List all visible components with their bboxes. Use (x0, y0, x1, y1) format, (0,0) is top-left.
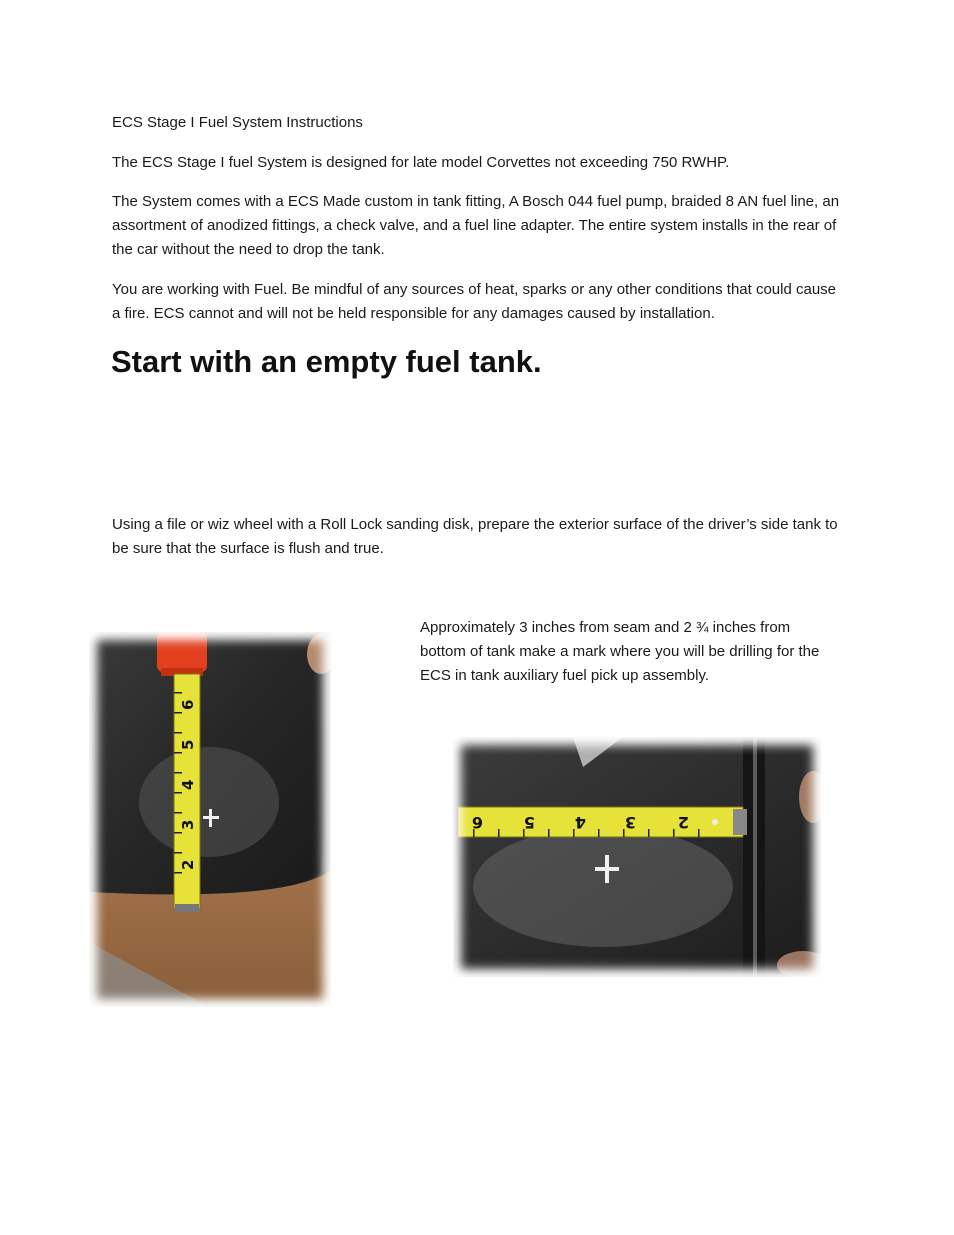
safety-warning-paragraph: You are working with Fuel. Be mindful of any sources of heat, sparks or any other conditions that could cause a fire. ECS cannot and will not be held responsible for any damages caused by installation. (112, 281, 837, 322)
empty-tank-heading: Start with an empty fuel tank. (111, 344, 542, 379)
system-contents-paragraph: The System comes with a ECS Made custom in tank fitting, A Bosch 044 fuel pump, braided 8 AN fuel line, an assortment of anodized fittings, a check valve, and a fuel line adapter. The entire system installs in the rear of the car without the need to drop the tank. (112, 193, 840, 258)
tape-number: 2 (677, 813, 689, 832)
intro-paragraph: The ECS Stage I fuel System is designed for late model Corvettes not exceeding 750 RWHP. (112, 154, 730, 171)
tape-number: 3 (624, 813, 636, 832)
tape-number: 5 (179, 739, 197, 750)
tape-number: 4 (179, 779, 197, 790)
tape-number: 4 (574, 813, 586, 832)
surface-prep-paragraph: Using a file or wiz wheel with a Roll Lock sanding disk, prepare the exterior surface of the driver’s side tank to be sure that the surface is flush and true. (112, 516, 838, 557)
tape-number: 5 (523, 813, 535, 832)
tape-number: 6 (471, 813, 483, 832)
tape-number: 6 (179, 699, 197, 710)
tape-number: 3 (179, 819, 197, 830)
vertical-tape-measure-photo (89, 632, 331, 1007)
horizontal-tape-measure-photo (453, 737, 821, 977)
measurement-paragraph: Approximately 3 inches from seam and 2 ¾ inches from bottom of tank make a mark where you will be drilling for the ECS in tank auxiliary fuel pick up assembly. (420, 619, 820, 684)
tape-number: 2 (179, 859, 197, 870)
document-title: ECS Stage I Fuel System Instructions (112, 114, 363, 131)
